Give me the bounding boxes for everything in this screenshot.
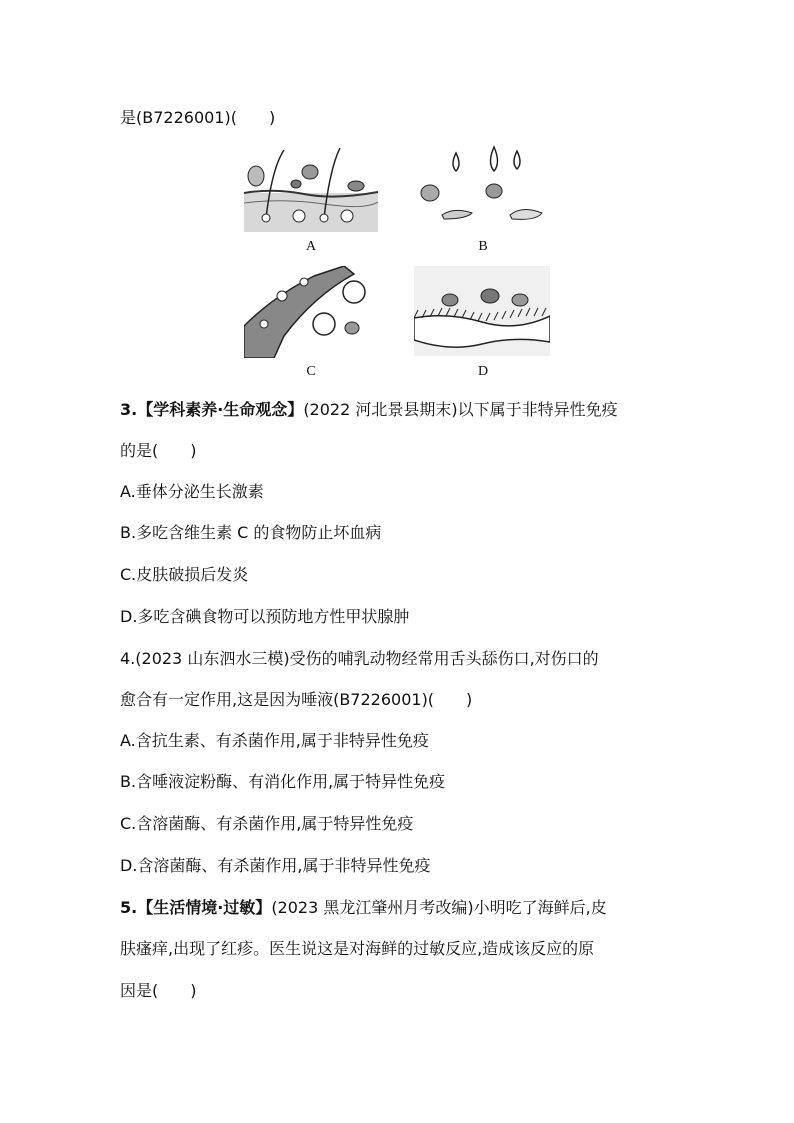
question-5-stem-line-3: 因是( ) xyxy=(120,981,197,1000)
question-3-option-c: C.皮肤破损后发炎 xyxy=(120,565,249,584)
question-3-line-1 xyxy=(120,399,618,421)
question-4-option-a: A.含抗生素、有杀菌作用,属于非特异性免疫 xyxy=(120,731,429,750)
figure-b-drops-image xyxy=(414,145,550,225)
question-4-number-source: 4.(2023 山东泗水三模) xyxy=(120,649,290,668)
question-3-option-a: A.垂体分泌生长激素 xyxy=(120,482,264,501)
figure-c-label: C xyxy=(306,364,316,379)
question-3-option-b: B.多吃含维生素 C 的食物防止坏血病 xyxy=(120,523,382,542)
figure-b-label: B xyxy=(478,239,488,254)
question-5-tag: 【生活情境·过敏】 xyxy=(137,898,272,917)
figure-d-mucosa-image xyxy=(414,266,550,356)
question-4-line-1 xyxy=(120,648,599,670)
figure-c-blood-vessel-image xyxy=(244,266,378,358)
question-5-stem-line-2: 肤瘙痒,出现了红疹。医生说这是对海鲜的过敏反应,造成该反应的原 xyxy=(120,939,595,958)
question-3-tag: 【学科素养·生命观念】 xyxy=(137,400,304,419)
question-5-stem: 小明吃了海鲜后,皮 xyxy=(473,898,607,917)
question-3-number: 3. xyxy=(120,400,138,419)
question-3-stem: 以下属于非特异性免疫 xyxy=(457,400,618,419)
question-5-source: (2023 黑龙江肇州月考改编) xyxy=(271,898,474,917)
q2-stem-end: 是(B7226001)( ) xyxy=(120,108,276,127)
figure-d-label: D xyxy=(477,364,489,379)
question-4-stem-line-2: 愈合有一定作用,这是因为唾液(B7226001)( ) xyxy=(120,690,473,709)
question-3-option-d: D.多吃含碘食物可以预防地方性甲状腺肿 xyxy=(120,607,410,626)
figure-a-label: A xyxy=(305,239,317,254)
question-4-option-c: C.含溶菌酶、有杀菌作用,属于特异性免疫 xyxy=(120,814,414,833)
question-3-source: (2022 河北景县期末) xyxy=(303,400,458,419)
question-4-option-d: D.含溶菌酶、有杀菌作用,属于非特异性免疫 xyxy=(120,856,431,875)
question-3-stem-line-2: 的是( ) xyxy=(120,441,197,460)
question-5-number: 5. xyxy=(120,898,138,917)
question-4-stem: 受伤的哺乳动物经常用舌头舔伤口,对伤口的 xyxy=(289,649,599,668)
figure-a-skin-image xyxy=(244,148,378,232)
question-4-option-b: B.含唾液淀粉酶、有消化作用,属于特异性免疫 xyxy=(120,772,446,791)
question-5-line-1 xyxy=(120,897,607,919)
